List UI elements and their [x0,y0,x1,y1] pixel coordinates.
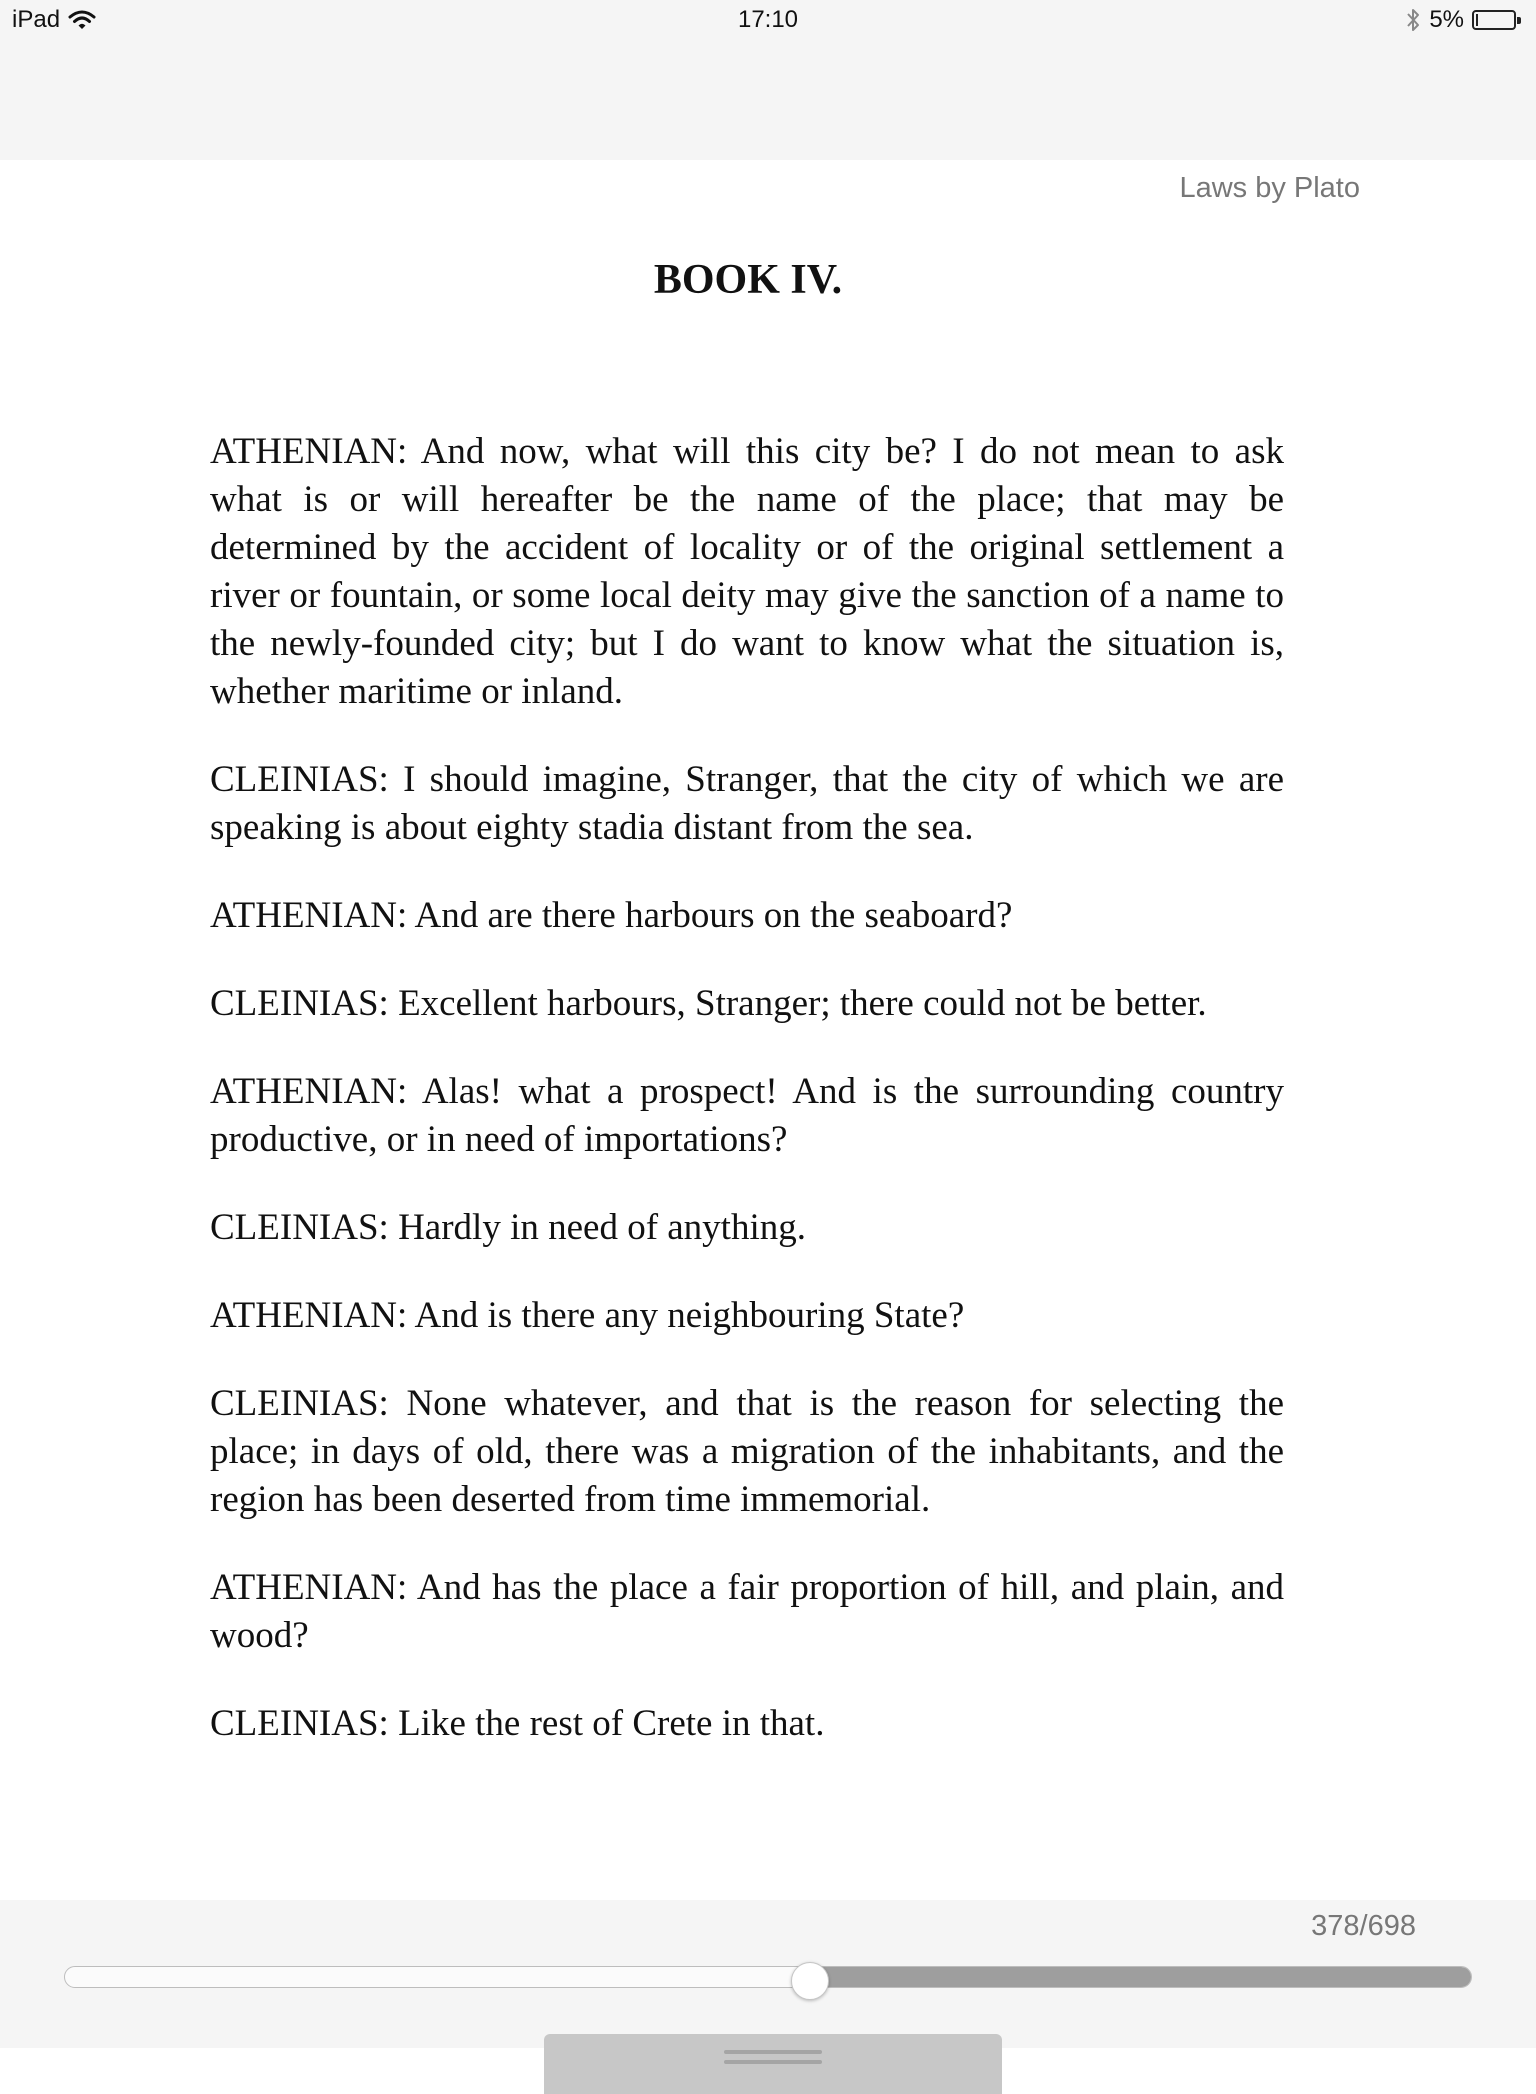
dialogue-paragraph: CLEINIAS: None whatever, and that is the reason for selecting the place; in days of old, there was a migration of the inhabitants, and the region has been deserted from time immemorial. [210,1383,1284,1520]
battery-icon [1472,10,1516,30]
slider-filled [811,1967,1471,1987]
dialogue-paragraph: ATHENIAN: And has the place a fair proportion of hill, and plain, and wood? [210,1567,1284,1656]
grip-line [724,2050,822,2054]
status-right [1405,6,1516,34]
dialogue-paragraph: ATHENIAN: Alas! what a prospect! And is the surrounding country productive, or in need of importations? [210,1071,1284,1160]
dialogue-paragraph: ATHENIAN: And now, what will this city be? I do not mean to ask what is or will hereafter be the name of the place; that may be determined by the accident of locality or of the original settlement a river or fountain, or some local deity may give the sanction of a name to the newly-founded city; but I do want to know what the situation is, whether maritime or inland. [210,431,1284,712]
drawer-handle[interactable] [544,2034,1002,2094]
status-bar [0,0,1536,160]
page-slider[interactable] [64,1966,1472,1988]
dialogue-paragraph: CLEINIAS: Excellent harbours, Stranger; there could not be better. [210,983,1207,1024]
book-title: Laws by Plato [1179,172,1360,204]
dialogue-paragraph: ATHENIAN: And is there any neighbouring State? [210,1295,965,1336]
dialogue-paragraph: CLEINIAS: Hardly in need of anything. [210,1207,806,1248]
dialogue-paragraph: CLEINIAS: I should imagine, Stranger, that the city of which we are speaking is about eighty stadia distant from the sea. [210,759,1284,848]
battery-level [1476,14,1478,26]
slider-thumb[interactable] [791,1962,829,2000]
page-indicator: 378/698 [1311,1910,1416,1942]
chapter-title: BOOK IV. [653,257,843,303]
status-time: 17:10 [737,6,799,33]
battery-percent: 5% [1429,6,1464,33]
device-name: iPad [12,6,61,33]
dialogue-paragraph: ATHENIAN: And are there harbours on the seaboard? [210,895,1013,936]
page-content [210,428,1284,1788]
grip-line [724,2060,822,2064]
bluetooth-icon [1405,7,1421,33]
bottom-bar [0,1900,1536,2048]
dialogue-paragraph: CLEINIAS: Like the rest of Crete in that. [210,1703,825,1744]
